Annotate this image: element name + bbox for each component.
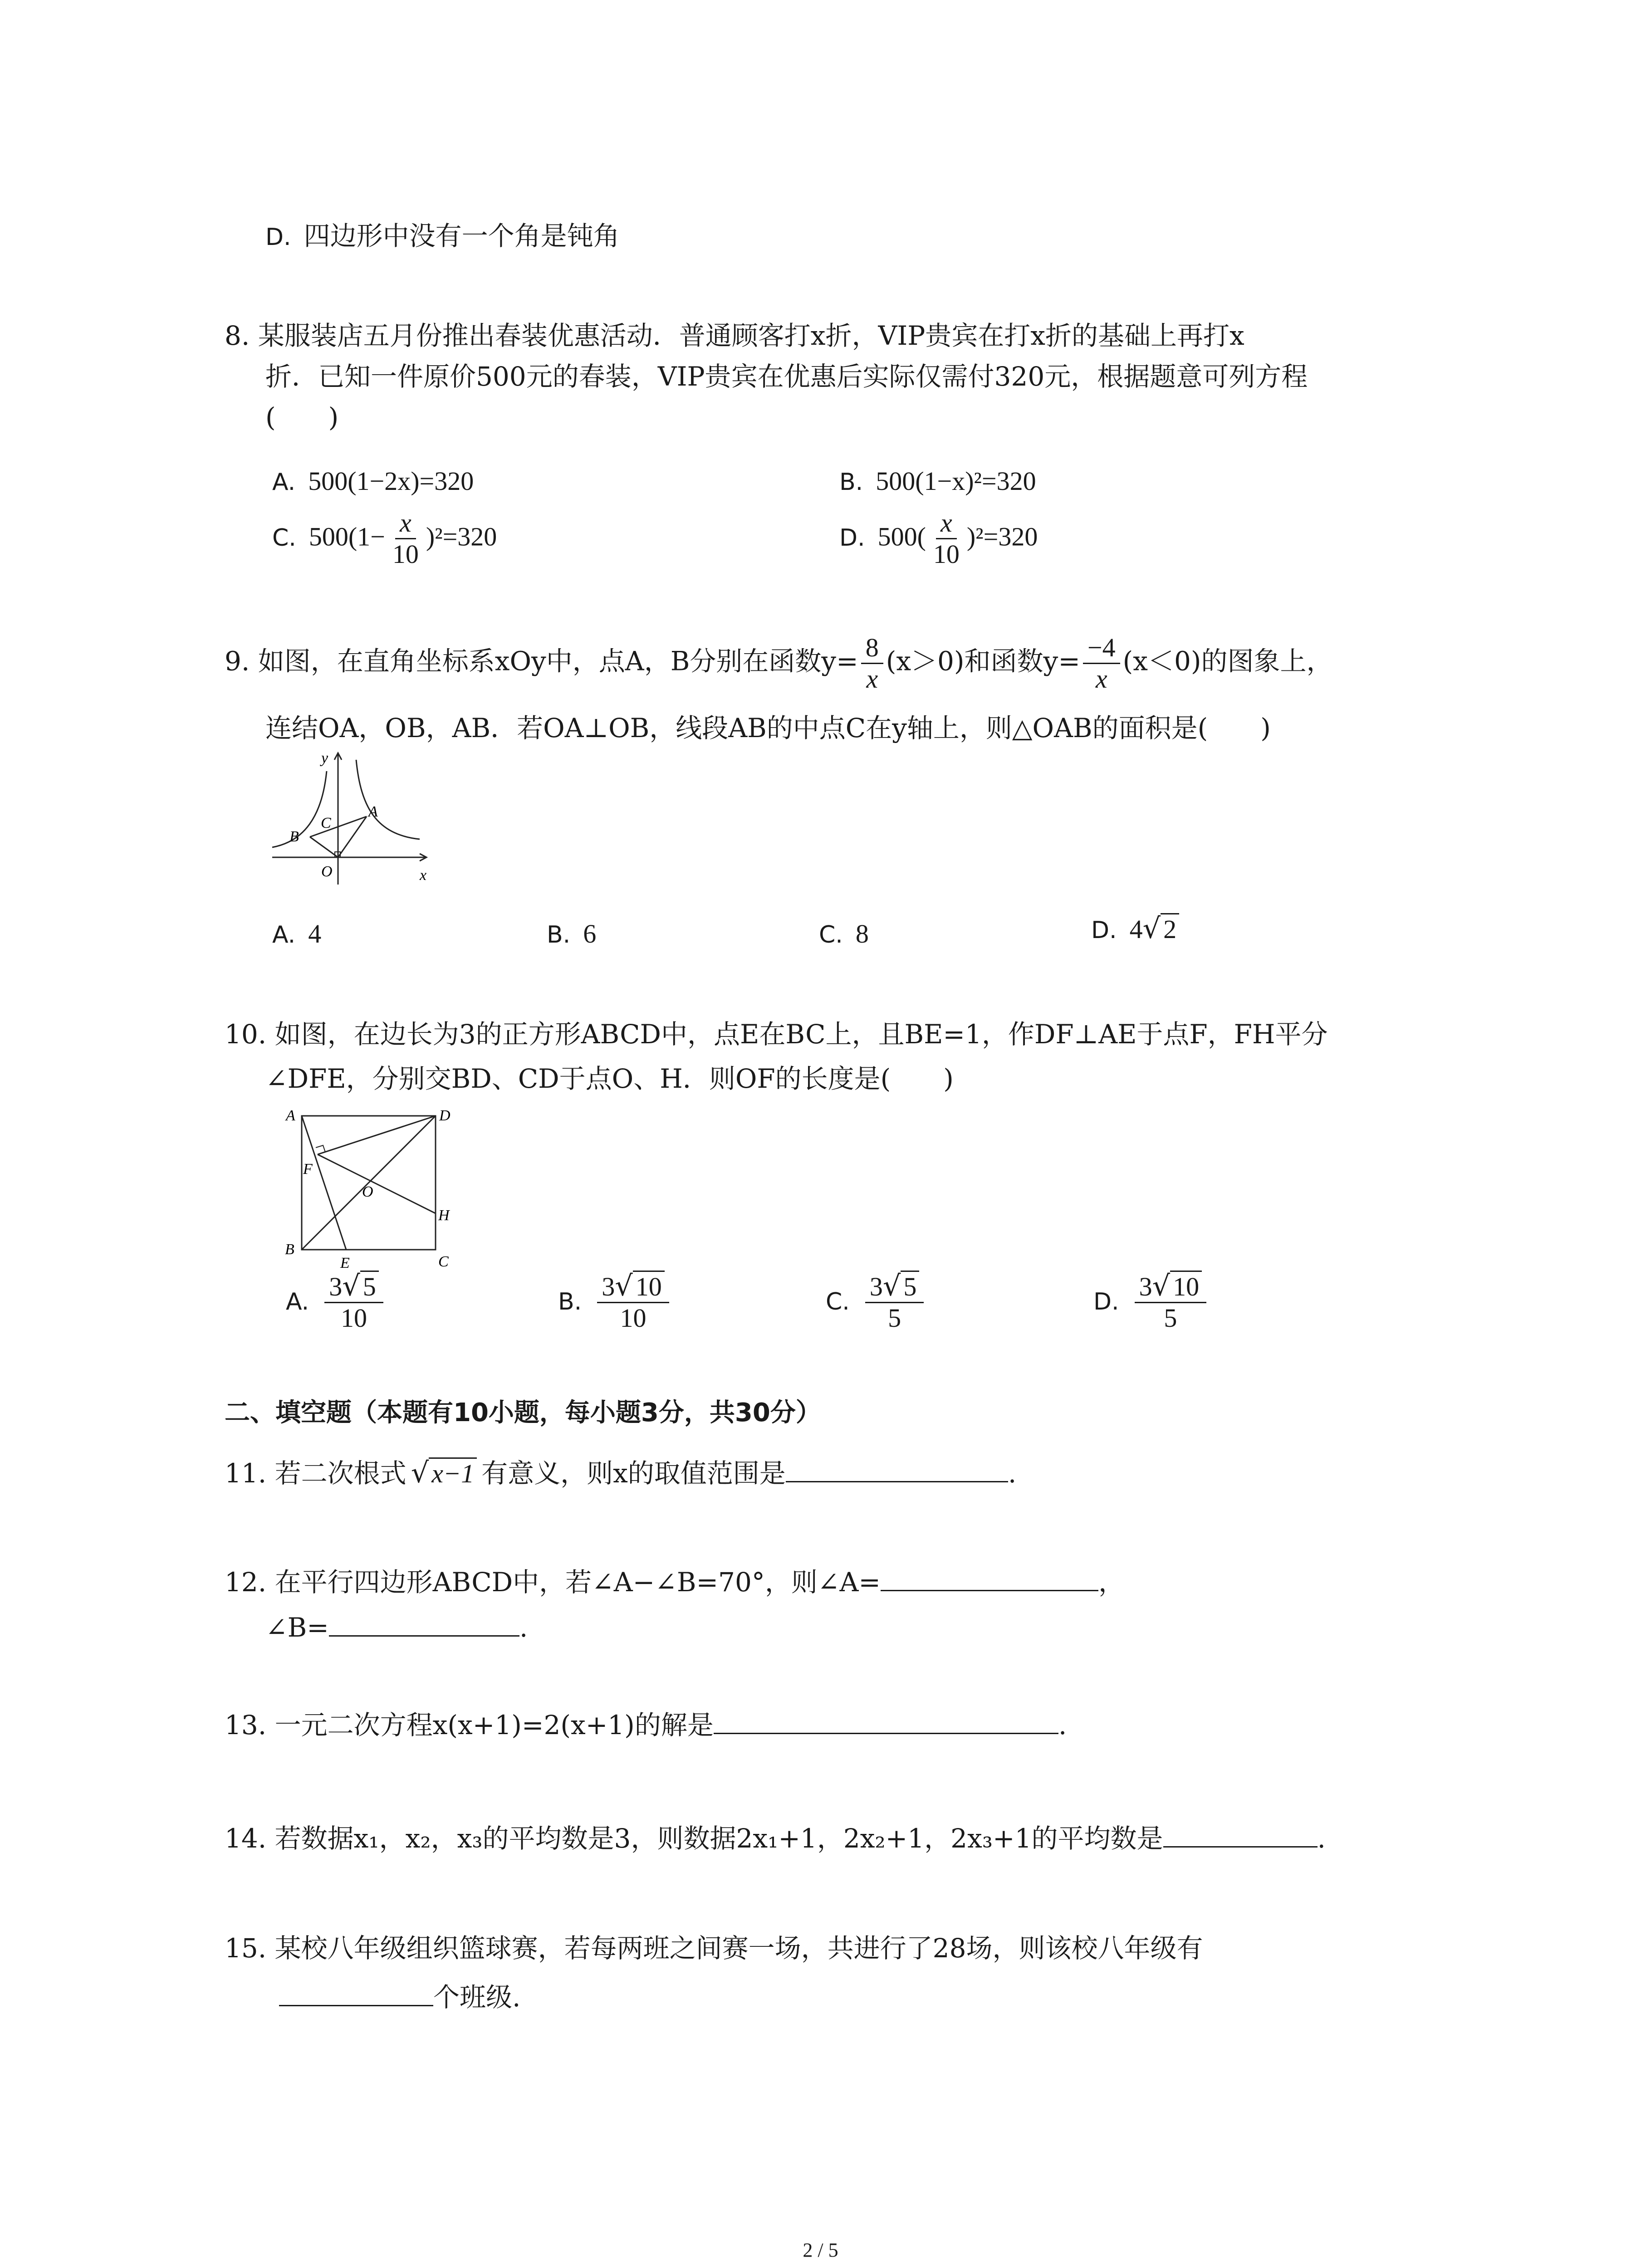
answer-blank[interactable]	[786, 1454, 1008, 1482]
page-number: 2 / 5	[803, 2239, 838, 2261]
radical-sign-icon: √	[1142, 912, 1161, 945]
fraction	[1135, 1270, 1207, 1333]
label-O: O	[362, 1183, 373, 1200]
q13-stem	[225, 1706, 1067, 1743]
q8-option-c	[272, 508, 497, 569]
fraction-denominator: x	[1095, 664, 1107, 694]
fraction-denominator: 5	[888, 1303, 901, 1333]
radicand: 10	[633, 1271, 665, 1302]
radicand: 2	[1161, 913, 1179, 944]
coefficient: 3	[1139, 1272, 1152, 1301]
q14-text: 14. 若数据x₁，x₂，x₃的平均数是3，则数据2x₁+1，2x₂+1，2x₃+1的平均数是	[225, 1823, 1163, 1854]
square-root	[1152, 1270, 1202, 1302]
fraction-numerator	[1135, 1270, 1207, 1303]
answer-blank[interactable]	[1163, 1819, 1318, 1848]
answer-blank[interactable]	[279, 1978, 433, 2006]
q12-end: .	[519, 1612, 528, 1643]
label-H: H	[438, 1207, 450, 1224]
q9-stem-line2: 连结OA，OB，AB．若OA⊥OB，线段AB的中点C在y轴上，则△OAB的面积是( )	[265, 713, 1271, 743]
answer-blank[interactable]	[881, 1563, 1098, 1591]
q9-part3: (x＜0)的图象上，	[1122, 645, 1333, 677]
label-D: D	[439, 1107, 451, 1124]
q9-option-a	[272, 915, 321, 953]
square-root	[1143, 913, 1180, 944]
q14-stem	[225, 1819, 1326, 1857]
option-pre: 500(	[877, 522, 926, 552]
q9-stem-line1	[225, 633, 1333, 694]
radical-sign-icon: √	[342, 1269, 360, 1302]
fraction-denominator: x	[866, 664, 878, 694]
label-B: B	[285, 1241, 294, 1258]
fraction	[929, 508, 964, 569]
fraction-numerator	[597, 1270, 669, 1303]
q9-figure	[263, 744, 436, 894]
q10-option-a	[286, 1270, 386, 1333]
answer-blank[interactable]	[714, 1706, 1058, 1734]
option-label: A.	[272, 469, 296, 496]
q9-part1: 9. 如图，在直角坐标系xOy中，点A，B分别在函数y=	[225, 645, 858, 677]
coefficient: 3	[869, 1272, 883, 1301]
q8-option-a	[272, 463, 474, 500]
q15-stem-line2	[279, 1978, 520, 2015]
square-root	[883, 1270, 920, 1302]
coefficient: 3	[602, 1272, 615, 1301]
q13-end: .	[1058, 1710, 1067, 1740]
square-root	[342, 1270, 379, 1302]
q13-text: 13. 一元二次方程x(x+1)=2(x+1)的解是	[225, 1710, 714, 1740]
q12-line1-text: 12. 在平行四边形ABCD中，若∠A−∠B=70°，则∠A=	[225, 1567, 881, 1598]
label-E: E	[340, 1255, 350, 1270]
fraction	[1083, 633, 1120, 694]
label-x: x	[420, 867, 427, 884]
q10-option-d	[1093, 1270, 1209, 1333]
q10-figure	[272, 1098, 463, 1270]
fraction-denominator: 5	[1164, 1303, 1177, 1333]
q8-stem-line2: 折．已知一件原价500元的春装，VIP贵宾在优惠后实际仅需付320元，根据题意可列方程	[265, 361, 1308, 392]
fraction-numerator	[324, 1270, 383, 1303]
option-text: 6	[583, 919, 597, 948]
option-label: A.	[272, 921, 296, 948]
fraction-numerator: 8	[861, 633, 883, 664]
option-label: B.	[547, 921, 571, 948]
square-root	[615, 1270, 665, 1302]
square-root	[411, 1457, 477, 1489]
fraction	[388, 508, 423, 569]
option-label: D.	[1091, 917, 1117, 944]
q8-option-d	[839, 508, 1038, 569]
q9-part2: (x＞0)和函数y=	[886, 645, 1080, 677]
coefficient: 3	[329, 1272, 343, 1301]
q7-option-d	[265, 218, 620, 255]
fraction	[324, 1270, 383, 1333]
option-label: C.	[819, 921, 843, 948]
fraction-numerator: x	[936, 508, 957, 539]
q12-line2-text: ∠B=	[265, 1612, 329, 1643]
radicand: x−1	[429, 1457, 477, 1489]
q10-stem-line1: 10. 如图，在边长为3的正方形ABCD中，点E在BC上，且BE=1，作DF⊥AE于点F，FH平分	[225, 1019, 1328, 1050]
fraction-numerator: x	[395, 508, 416, 539]
fraction-denominator: 10	[620, 1303, 647, 1333]
q9-option-d	[1091, 911, 1179, 948]
label-C: C	[438, 1253, 449, 1270]
option-post: )²=320	[966, 522, 1038, 552]
fraction-numerator	[865, 1270, 924, 1303]
q11-post: 有意义，则x的取值范围是	[481, 1458, 786, 1489]
fraction	[597, 1270, 669, 1333]
option-text: 8	[855, 919, 869, 948]
option-label: C.	[826, 1288, 850, 1315]
option-text: 500(1−x)²=320	[876, 466, 1036, 496]
section-heading: 二、填空题（本题有10小题，每小题3分，共30分）	[225, 1398, 821, 1427]
radicand: 10	[1170, 1271, 1202, 1302]
label-O: O	[321, 863, 333, 880]
radical-sign-icon: √	[1152, 1269, 1171, 1302]
q12-stem-line1	[225, 1563, 1125, 1600]
q11-pre: 11. 若二次根式	[225, 1458, 407, 1489]
label-A: A	[286, 1107, 295, 1124]
q15-line2-text: 个班级.	[433, 1982, 521, 2013]
option-label: B.	[839, 469, 863, 496]
q10-option-b	[558, 1270, 672, 1333]
label-F: F	[303, 1161, 313, 1178]
q8-option-b	[839, 463, 1036, 500]
q12-comma: ，	[1098, 1567, 1125, 1598]
option-text: 四边形中没有一个角是钝角	[304, 220, 620, 251]
q10-option-c	[826, 1270, 926, 1333]
option-text: 500(1−2x)=320	[308, 466, 474, 496]
option-label: C.	[272, 524, 296, 552]
label-y: y	[321, 750, 328, 767]
q9-option-c	[819, 915, 869, 953]
q10-stem-line2: ∠DFE，分别交BD、CD于点O、H．则OF的长度是( )	[265, 1063, 954, 1094]
label-B: B	[289, 828, 299, 845]
fraction	[865, 1270, 924, 1333]
fraction-denominator: 10	[392, 539, 419, 569]
label-A: A	[368, 803, 378, 820]
label-C: C	[321, 815, 331, 831]
radicand: 5	[901, 1271, 919, 1302]
option-pre: 500(1−	[309, 522, 385, 552]
q8-stem-line1: 8. 某服装店五月份推出春装优惠活动．普通顾客打x折，VIP贵宾在打x折的基础上再打x	[225, 320, 1244, 351]
q15-stem-line1: 15. 某校八年级组织篮球赛，若每两班之间赛一场，共进行了28场，则该校八年级有	[225, 1933, 1203, 1964]
q14-end: .	[1317, 1823, 1326, 1854]
answer-blank[interactable]	[329, 1608, 519, 1637]
option-post: )²=320	[426, 522, 497, 552]
radicand: 5	[360, 1271, 379, 1302]
radical-sign-icon: √	[411, 1456, 429, 1489]
q11-end: .	[1008, 1458, 1017, 1489]
option-coef: 4	[1129, 914, 1143, 944]
option-label: D.	[839, 524, 865, 552]
fraction-denominator: 10	[340, 1303, 367, 1333]
q9-option-b	[547, 915, 596, 953]
q11-stem	[225, 1454, 1016, 1491]
option-label: B.	[558, 1288, 582, 1315]
option-label: A.	[286, 1288, 309, 1315]
q12-stem-line2	[265, 1608, 528, 1646]
fraction-denominator: 10	[933, 539, 960, 569]
fraction-numerator: −4	[1083, 633, 1120, 664]
option-label: D.	[1093, 1288, 1119, 1315]
option-label: D.	[265, 224, 291, 251]
radical-sign-icon: √	[882, 1269, 901, 1302]
q8-stem-line3: ( )	[265, 402, 339, 433]
option-text: 4	[308, 919, 322, 948]
fraction	[861, 633, 883, 694]
radical-sign-icon: √	[615, 1269, 633, 1302]
